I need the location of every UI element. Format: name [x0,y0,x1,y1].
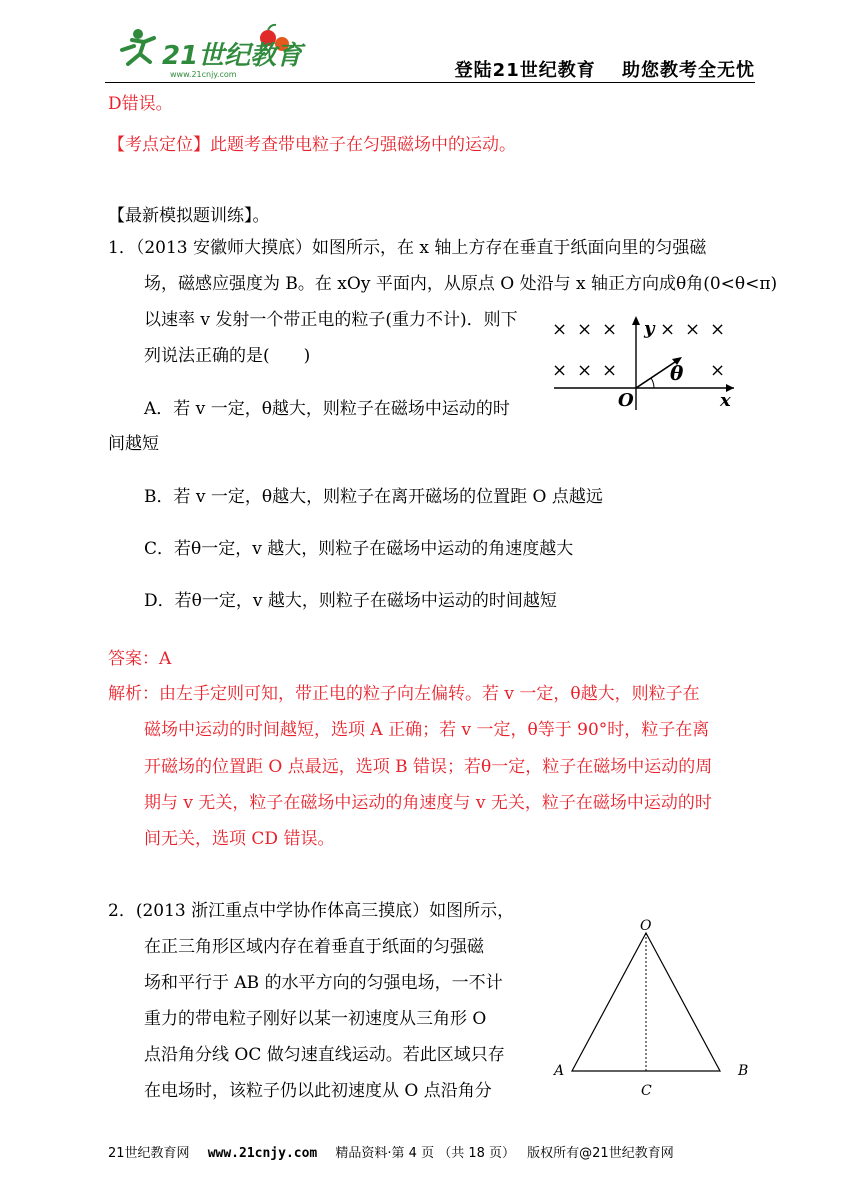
q1-analysis-line-2: 磁场中运动的时间越短，选项 A 正确；若 v 一定，θ等于 90°时，粒子在离 [144,720,710,740]
field-cross-3: × [602,319,618,340]
point-c-label: C [641,1083,652,1099]
q2-stem-line-6: 在电场时，该粒子仍以此初速度从 O 点沿角分 [144,1081,492,1101]
vertex-a-label: A [554,1063,565,1079]
q2-stem-line-5: 点沿角分线 OC 做匀速直线运动。若此区域只存 [144,1045,505,1065]
q1-stem-line-2: 场，磁感应强度为 B。在 xOy 平面内，从原点 O 处沿与 x 轴正方向成θ角(0<θ<π) [144,274,778,294]
q1-analysis-line-3: 开磁场的位置距 O 点最远，选项 B 错误；若θ一定，粒子在磁场中运动的周 [144,757,713,777]
q1-stem-line-4: 列说法正确的是( ) [144,346,311,366]
q1-analysis-line-5: 间无关，选项 CD 错误。 [144,829,335,849]
field-cross-4: × [660,319,676,340]
field-cross-6: × [710,319,726,340]
page-footer [108,1142,674,1161]
q1-magnetic-field-figure [548,308,748,413]
field-cross-7: × [552,360,568,381]
logo-url: www.21cnjy.com [170,70,237,79]
field-cross-10: × [710,360,726,381]
angle-theta-label: θ [670,361,684,385]
q1-option-a-line-2: 间越短 [108,434,159,454]
site-logo [110,22,310,80]
q1-stem-line-3: 以速率 v 发射一个带正电的粒子(重力不计)．则下 [144,310,518,330]
footer-url-link[interactable]: www.21cnjy.com [207,1146,318,1161]
footer-page-info: 精品资料·第 4 页 （共 18 页） [335,1146,516,1161]
q2-stem-line-3: 场和平行于 AB 的水平方向的匀强电场，一不计 [144,973,503,993]
q1-answer: 答案：A [108,649,172,669]
q1-option-c: C．若θ一定，v 越大，则粒子在磁场中运动的角速度越大 [144,539,574,559]
x-axis-label: x [720,390,731,411]
header-slogan: 登陆21世纪教育 助您教考全无忧 [454,60,755,81]
q2-stem-line-1: 2．(2013 浙江重点中学协作体高三摸底）如图所示， [108,901,515,921]
kaodian-line: 【考点定位】此题考查带电粒子在匀强磁场中的运动。 [108,135,516,155]
vertex-b-label: B [738,1063,749,1079]
q2-triangle-figure [548,915,758,1100]
vertex-o-label: O [640,918,652,934]
q2-stem-line-4: 重力的带电粒子刚好以某一初速度从三角形 O [144,1009,487,1029]
q1-stem-line-1: 1．（2013 安徽师大摸底）如图所示，在 x 轴上方存在垂直于纸面向里的匀强磁 [108,238,707,258]
logo-graphic [110,22,310,80]
footer-site-name: 21世纪教育网 [108,1146,190,1161]
q1-analysis-line-4: 期与 v 无关，粒子在磁场中运动的角速度与 v 无关，粒子在磁场中运动的时 [144,793,712,813]
field-cross-8: × [577,360,593,381]
q1-option-d: D．若θ一定，v 越大，则粒子在磁场中运动的时间越短 [144,591,557,611]
section-title: 【最新模拟题训练】。 [108,206,270,226]
logo-text: 21世纪教育 [162,41,303,71]
field-cross-2: × [577,319,593,340]
q1-option-b: B．若 v 一定，θ越大，则粒子在离开磁场的位置距 O 点越远 [144,487,603,507]
previous-answer-line: D错误。 [108,94,173,114]
field-cross-1: × [552,319,568,340]
q1-option-a-line-1: A．若 v 一定，θ越大，则粒子在磁场中运动的时 [144,399,510,419]
footer-copyright: 版权所有@21世纪教育网 [527,1146,674,1161]
header-rule [105,82,755,83]
q2-stem-line-2: 在正三角形区域内存在着垂直于纸面的匀强磁 [144,937,484,957]
field-cross-5: × [685,319,701,340]
q1-analysis-line-1: 解析：由左手定则可知，带正电的粒子向左偏转。若 v 一定，θ越大，则粒子在 [108,684,700,704]
origin-label: O [618,390,634,411]
field-cross-9: × [602,360,618,381]
y-axis-label: y [644,318,655,339]
